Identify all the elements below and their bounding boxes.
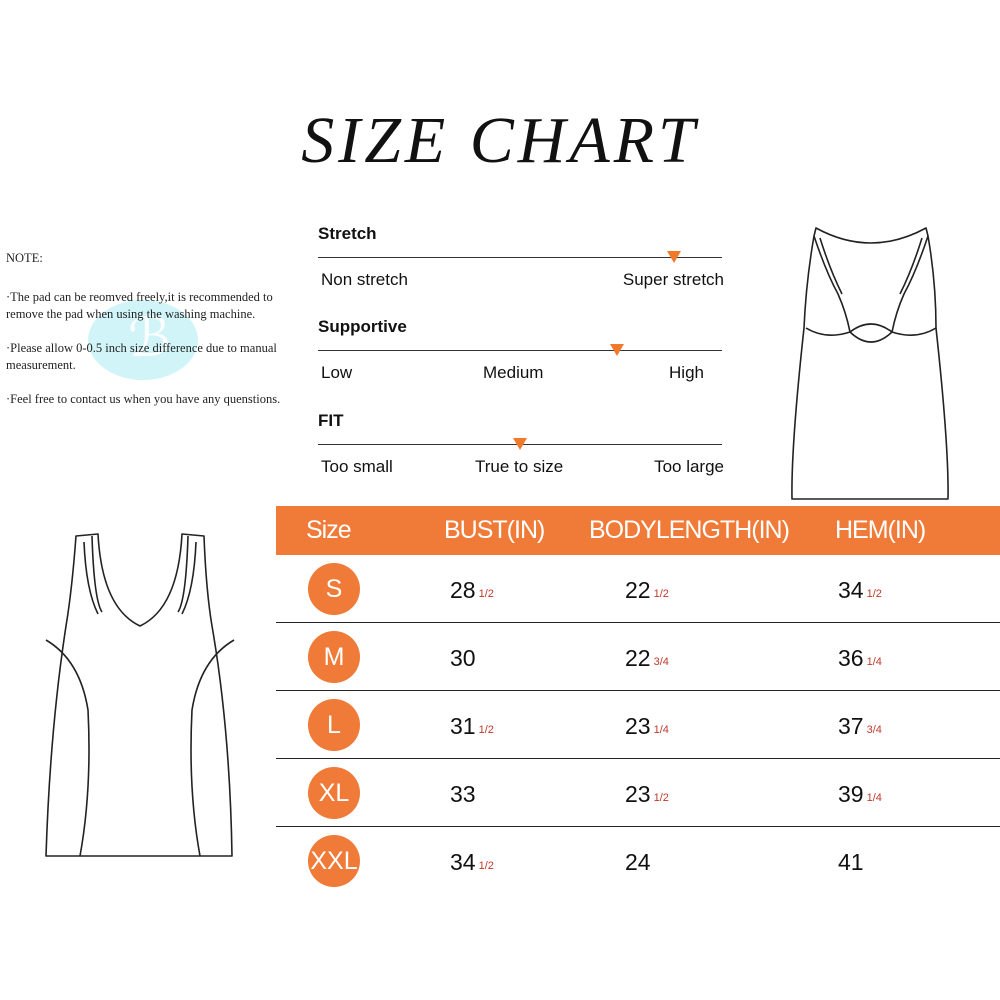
- table-row: [276, 555, 1000, 623]
- table-row: [276, 759, 1000, 827]
- hem-value: 41: [838, 849, 864, 875]
- size-badge: XL: [308, 767, 360, 819]
- bust-cell: [450, 645, 476, 672]
- size-badge: L: [308, 699, 360, 751]
- length-value: 22: [625, 645, 651, 671]
- scale-tick: High: [669, 363, 704, 382]
- scale-label: Supportive: [318, 317, 407, 336]
- length-cell: [625, 713, 669, 740]
- scale-line: [318, 350, 722, 351]
- scale-line: [318, 257, 722, 258]
- scale-tick: Medium: [483, 363, 544, 382]
- bust-fraction: 1/2: [478, 588, 494, 600]
- hem-fraction: 1/2: [866, 588, 882, 600]
- table-row: [276, 623, 1000, 691]
- scale-tick: Low: [321, 363, 353, 382]
- bust-fraction: 1/2: [478, 724, 494, 736]
- length-cell: [625, 577, 669, 604]
- length-value: 24: [625, 849, 651, 875]
- length-value: 22: [625, 577, 651, 603]
- table-header: [276, 506, 1000, 555]
- hem-value: 39: [838, 781, 864, 807]
- page-title: SIZE CHART: [301, 104, 699, 177]
- length-value: 23: [625, 781, 651, 807]
- size-badge: XXL: [308, 835, 360, 887]
- hem-value: 36: [838, 645, 864, 671]
- scale-tick: Non stretch: [321, 270, 408, 289]
- scale-label: Stretch: [318, 224, 377, 243]
- table-row: [276, 691, 1000, 759]
- hem-cell: [838, 849, 864, 876]
- scale-tick: Too large: [654, 457, 724, 476]
- scale-tick: Super stretch: [622, 270, 724, 289]
- note-line: ·Please allow 0-0.5 inch size difference due to manual measurement.: [6, 341, 277, 372]
- size-table: [276, 506, 1000, 894]
- size-badge: M: [308, 631, 360, 683]
- length-fraction: 1/4: [653, 724, 669, 736]
- hem-value: 34: [838, 577, 864, 603]
- scale-marker-icon: [667, 251, 681, 263]
- bust-cell: [450, 577, 494, 604]
- scale-marker-icon: [610, 344, 624, 356]
- header-body-length: BODYLENGTH(IN): [589, 516, 789, 544]
- note-heading: NOTE:: [6, 251, 43, 265]
- table-row: [276, 827, 1000, 894]
- racerback-tank-back-icon: [786, 222, 956, 504]
- note-block: [6, 250, 306, 425]
- bust-value: 28: [450, 577, 476, 603]
- hem-cell: [838, 713, 882, 740]
- size-badge: S: [308, 563, 360, 615]
- length-cell: [625, 645, 669, 672]
- hem-fraction: 3/4: [866, 724, 882, 736]
- hem-fraction: 1/4: [866, 792, 882, 804]
- header-bust: BUST(IN): [444, 516, 545, 544]
- bust-value: 33: [450, 781, 476, 807]
- header-size: Size: [306, 516, 351, 544]
- length-value: 23: [625, 713, 651, 739]
- hem-value: 37: [838, 713, 864, 739]
- racerback-tank-front-icon: [40, 530, 240, 862]
- bust-cell: [450, 849, 494, 876]
- hem-cell: [838, 781, 882, 808]
- length-fraction: 3/4: [653, 656, 669, 668]
- length-cell: [625, 781, 669, 808]
- length-fraction: 1/2: [653, 792, 669, 804]
- hem-cell: [838, 577, 882, 604]
- bust-fraction: 1/2: [478, 860, 494, 872]
- brand-watermark-icon: ℬ: [88, 300, 198, 380]
- bust-cell: [450, 781, 476, 808]
- table-body: [276, 555, 1000, 894]
- bust-value: 34: [450, 849, 476, 875]
- hem-fraction: 1/4: [866, 656, 882, 668]
- scale-tick: True to size: [475, 457, 564, 476]
- length-cell: [625, 849, 651, 876]
- note-line: ·The pad can be reomved freely,it is recommended to remove the pad when using the washing machine.: [6, 290, 273, 321]
- bust-cell: [450, 713, 494, 740]
- length-fraction: 1/2: [653, 588, 669, 600]
- header-hem: HEM(IN): [835, 516, 926, 544]
- scale-label: FIT: [318, 411, 344, 430]
- scale-marker-icon: [513, 438, 527, 450]
- bust-value: 31: [450, 713, 476, 739]
- bust-value: 30: [450, 645, 476, 671]
- scale-tick: Too small: [321, 457, 393, 476]
- hem-cell: [838, 645, 882, 672]
- note-line: ·Feel free to contact us when you have any quenstions.: [6, 392, 281, 406]
